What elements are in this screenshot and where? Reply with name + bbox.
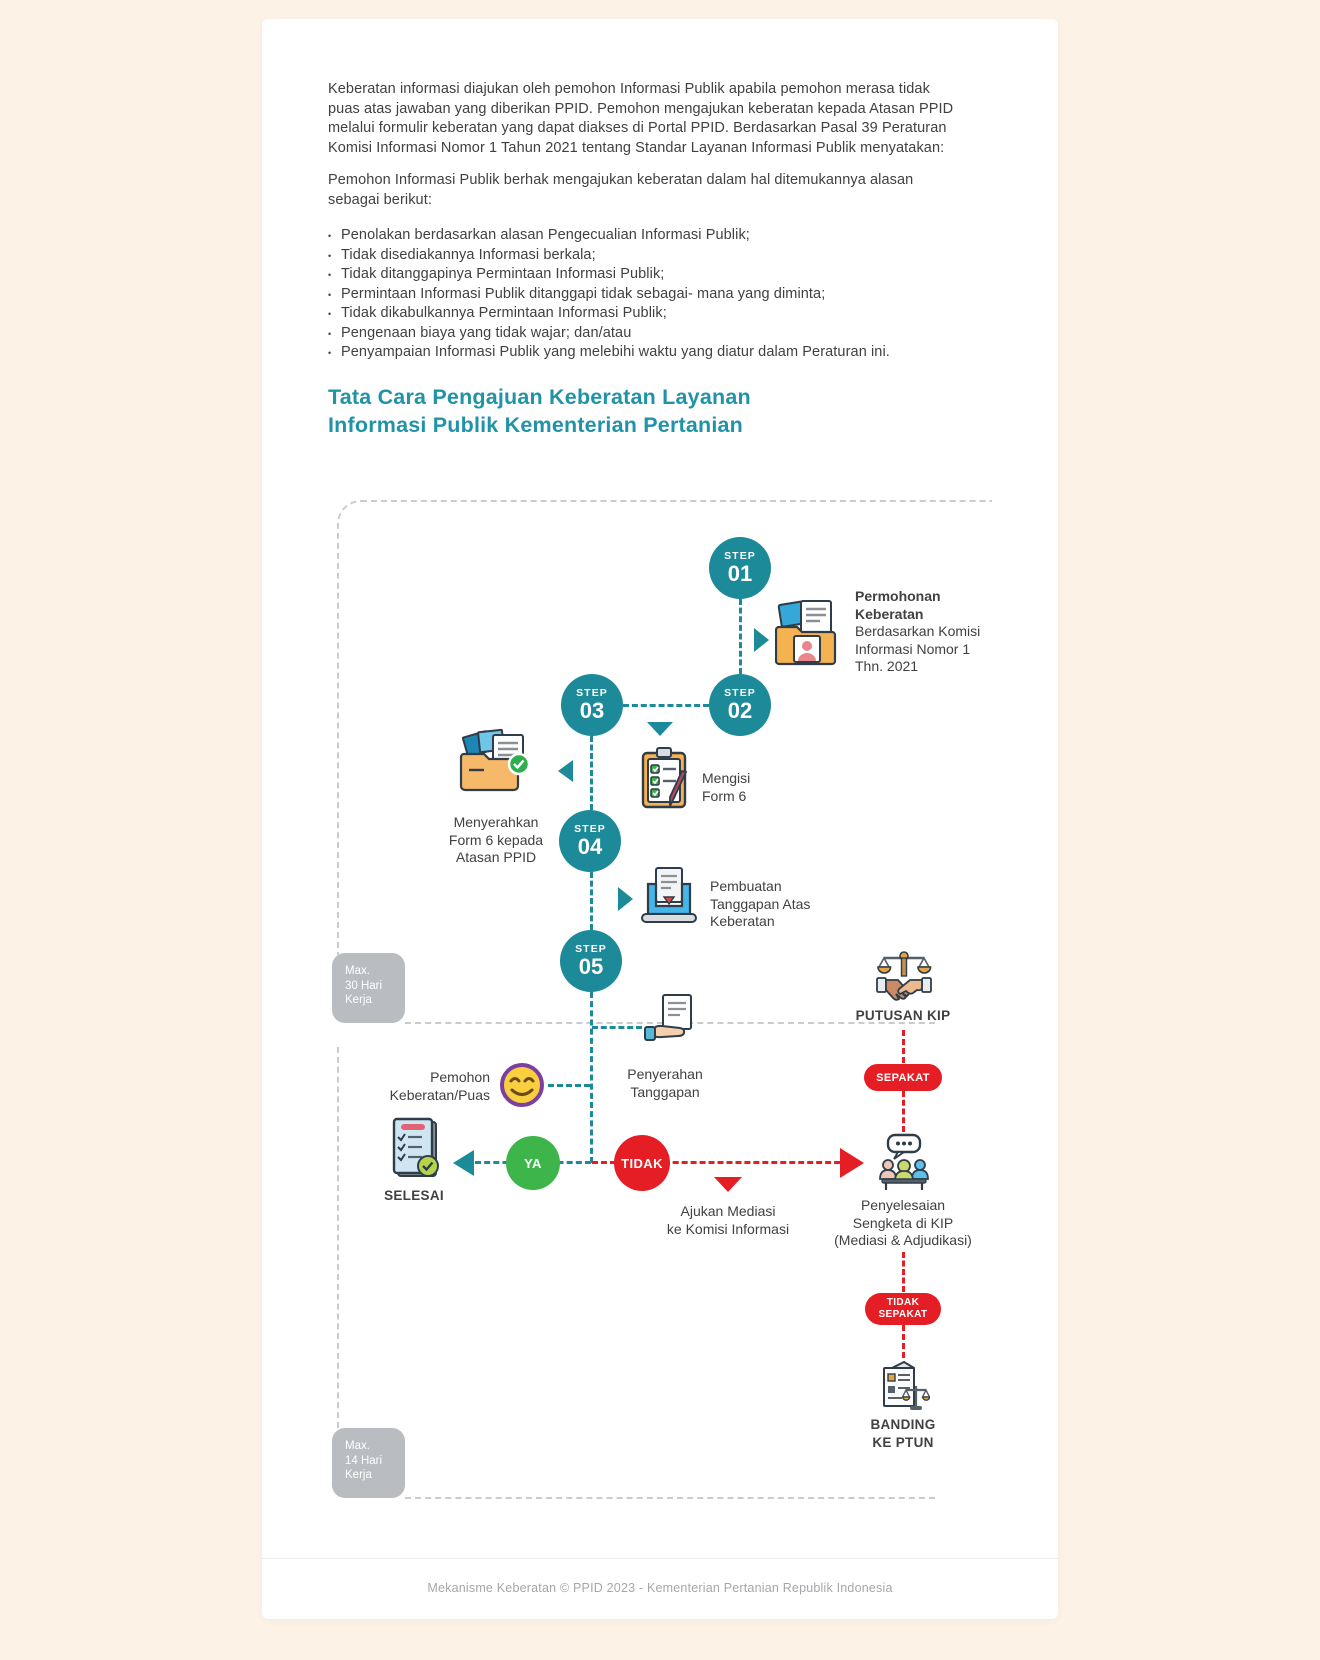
list-item-text: Tidak dikabulkannya Permintaan Informasi Publik;	[341, 305, 667, 321]
list-item	[328, 324, 978, 344]
max-30-days-badge	[332, 953, 405, 1023]
step-number: 05	[578, 954, 604, 979]
label-line: Form 6 kepada	[448, 831, 544, 848]
list-item-text: Penyampaian Informasi Publik yang melebihi waktu yang diatur dalam Peraturan ini.	[341, 344, 890, 360]
label-line: Keberatan	[855, 605, 924, 622]
label-line: Berdasarkan Komisi	[855, 623, 981, 639]
permohonan-label	[855, 588, 1005, 676]
tidak-circle: TIDAK	[614, 1135, 670, 1191]
connector-step5-decision	[590, 992, 593, 1163]
connector-sepakat-mediasi	[902, 1091, 905, 1132]
label-line: Keberatan/Puas	[389, 1086, 490, 1103]
arrow-right-icon	[618, 887, 633, 911]
connector-mediasi-tidaksepakat	[902, 1252, 905, 1292]
label-line: Thn. 2021	[855, 658, 919, 674]
list-item-text: Tidak disediakannya Informasi berkala;	[341, 246, 596, 263]
arrow-left-icon	[558, 760, 573, 782]
label-line: Pembuatan	[710, 878, 782, 894]
label-line: Penyelesaian	[860, 1197, 946, 1213]
badge-text: TIDAK	[886, 1297, 920, 1308]
label-line: Pemohon	[430, 1069, 490, 1085]
label-line: KE PTUN	[872, 1435, 934, 1450]
content-card	[262, 19, 1058, 1619]
label-line: Informasi Nomor 1	[855, 640, 971, 657]
connector-pemohon	[548, 1084, 590, 1087]
step-label: STEP	[574, 823, 606, 835]
connector-step4-step5	[590, 872, 593, 930]
connector-step3-step4	[590, 736, 593, 810]
badge-text: SEPAKAT	[878, 1309, 928, 1320]
badge-line: Max.	[345, 965, 370, 977]
connector-step1-step2	[739, 599, 742, 674]
step-number: 01	[727, 561, 753, 586]
smiley-face-icon	[498, 1061, 546, 1114]
pemohon-label	[340, 1069, 490, 1104]
label-line: Sengketa di KIP	[852, 1214, 954, 1231]
list-item	[328, 226, 978, 246]
ajukan-mediasi-label	[628, 1203, 828, 1238]
label-line: Tanggapan	[630, 1083, 700, 1100]
label-line: Form 6	[702, 787, 747, 804]
list-item	[328, 343, 978, 363]
connector-penyerahan	[592, 1026, 642, 1029]
footer-text: Mekanisme Keberatan © PPID 2023 - Kementerian Pertanian Republik Indonesia	[427, 1581, 893, 1595]
flowchart	[262, 470, 1058, 1530]
footer-divider	[262, 1558, 1058, 1559]
badge-line: Kerja	[345, 994, 372, 1006]
penyerahan-label	[605, 1066, 725, 1101]
form-checklist-icon	[640, 746, 694, 815]
label-line: Tanggapan Atas	[710, 895, 811, 912]
connector-putusan-sepakat	[902, 1030, 905, 1063]
selesai-checklist-icon	[388, 1116, 442, 1187]
label-line: Atasan PPID	[455, 849, 537, 865]
mediasi-meeting-icon	[874, 1133, 934, 1198]
list-item-text: Tidak ditanggapinya Permintaan Informasi Publik;	[341, 266, 665, 282]
reason-list	[328, 226, 978, 363]
permohonan-folder-icon	[775, 598, 839, 673]
label-line: Menyerahkan	[453, 814, 539, 830]
step-03-circle	[561, 674, 623, 736]
label-line: Ajukan Mediasi	[680, 1203, 776, 1219]
badge-line: Max.	[345, 1440, 370, 1452]
label-line: Mengisi	[702, 770, 751, 786]
label-line: Keberatan	[710, 913, 775, 929]
step-label: STEP	[576, 687, 608, 699]
arrow-down-icon	[714, 1177, 742, 1192]
menyerahkan-label	[396, 814, 596, 867]
banding-court-document-icon	[878, 1360, 930, 1419]
intro-paragraph-1: Keberatan informasi diajukan oleh pemohon Informasi Publik apabila pemohon merasa tidak puas atas jawaban yang diberikan PPID. Pemohon mengajukan keberatan kepada Atasan PPID melalui formulir keberatan yang dapat diakses di Portal PPID. Berdasarkan Pasal 39 Peraturan Komisi Informasi Nomor 1 Tahun 2021 tentang Standar Layanan Informasi Publik menyatakan:	[328, 81, 954, 156]
label-line: ke Komisi Informasi	[666, 1220, 790, 1237]
penyelesaian-label	[813, 1197, 993, 1250]
badge-line: 14 Hari	[345, 1454, 383, 1467]
arrow-left-icon	[453, 1150, 474, 1176]
connector-step2-step3	[623, 704, 709, 707]
tidak-sepakat-badge	[865, 1293, 941, 1325]
label-line: (Mediasi & Adjudikasi)	[834, 1232, 972, 1248]
mengisi-label	[702, 770, 792, 805]
page-title-line1: Tata Cara Pengajuan Keberatan Layanan	[328, 385, 751, 409]
badge-line: Kerja	[345, 1469, 372, 1481]
arrow-right-icon	[754, 628, 769, 652]
list-item	[328, 265, 978, 285]
intro-paragraph-2: Pemohon Informasi Publik berhak mengajukan keberatan dalam hal ditemukannya alasan sebagai berikut:	[328, 172, 914, 208]
step-02-circle	[709, 674, 771, 736]
list-item	[328, 246, 978, 266]
badge-text: SEPAKAT	[876, 1071, 930, 1084]
step-label: STEP	[575, 943, 607, 955]
list-item	[328, 285, 978, 305]
form6-folder-check-icon	[457, 726, 535, 807]
page-title-line2: Informasi Publik Kementerian Pertanian	[328, 413, 744, 437]
arrow-right-icon	[840, 1148, 864, 1178]
flow-section-2-left-border	[337, 1047, 339, 1428]
list-item-text: Penolakan berdasarkan alasan Pengecualian Informasi Publik;	[341, 227, 750, 243]
laptop-response-icon	[640, 866, 698, 935]
step-label: STEP	[724, 550, 756, 562]
label-line: Permohonan	[855, 588, 941, 604]
step-01-circle	[709, 537, 771, 599]
label-line: BANDING	[870, 1417, 936, 1432]
step-number: 04	[577, 834, 603, 859]
connector-tidaksepakat-banding	[902, 1325, 905, 1358]
banding-label	[853, 1416, 953, 1452]
step-number: 02	[727, 698, 753, 723]
list-item-text: Permintaan Informasi Publik ditanggapi tidak sebagai- mana yang diminta;	[341, 285, 826, 302]
label-line: Penyerahan	[627, 1066, 703, 1082]
step-number: 03	[579, 698, 605, 723]
step-label: STEP	[724, 687, 756, 699]
badge-line: 30 Hari	[345, 979, 383, 992]
page-title	[328, 383, 888, 439]
list-item	[328, 304, 978, 324]
arrow-down-icon	[647, 722, 673, 736]
list-item-text: Pengenaan biaya yang tidak wajar; dan/atau	[341, 324, 632, 341]
ya-circle: YA	[506, 1136, 560, 1190]
step-05-circle	[560, 930, 622, 992]
selesai-label: SELESAI	[384, 1188, 444, 1203]
hand-document-icon	[643, 993, 695, 1050]
sepakat-badge	[864, 1064, 942, 1091]
pembuatan-label	[710, 878, 840, 931]
flow-section-2-bottom-border	[405, 1497, 935, 1499]
max-14-days-badge	[332, 1428, 405, 1498]
putusan-kip-label: PUTUSAN KIP	[855, 1008, 951, 1023]
putusan-scales-handshake-icon	[875, 950, 933, 1009]
